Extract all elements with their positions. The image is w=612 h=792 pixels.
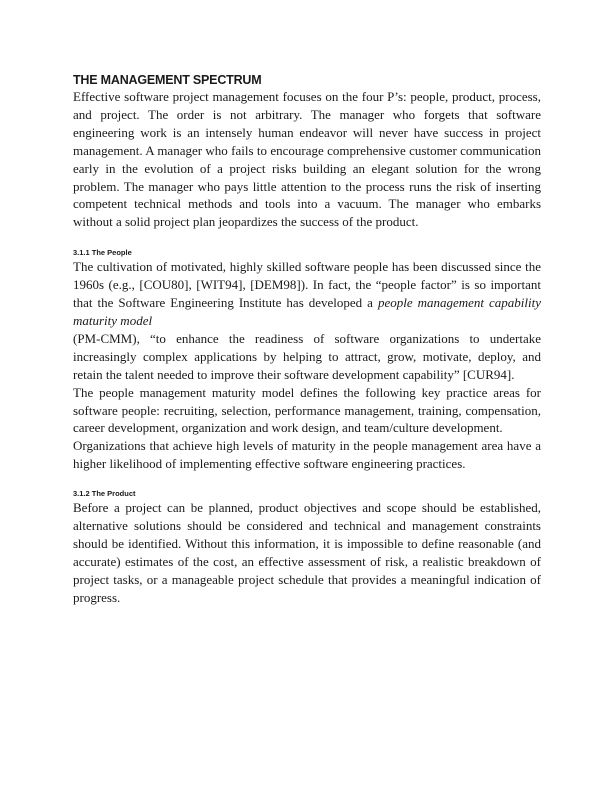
people-paragraph-1-italic: people management capability maturity model [73, 295, 541, 328]
section-title: THE MANAGEMENT SPECTRUM [73, 73, 262, 87]
people-paragraph-3: Organizations that achieve high levels of maturity in the people management area have a higher likelihood of implementing effective software engineering practices. [73, 438, 541, 472]
subsection-heading-people: 3.1.1 The People [73, 248, 132, 258]
spacer [73, 473, 541, 489]
people-paragraph-1-lead: The cultivation of motivated, highly skilled software people has been discussed since the 1960s (e.g., [COU80], [WIT94], [DEM98]). In fact, the “people factor” is so important that the Software Engineering Institute has developed a [73, 259, 541, 311]
product-paragraph-1: Before a project can be planned, product objectives and scope should be established, alternative solutions should be considered and technical and management constraints should be identified. Without this information, it is impossible to define reasonable (and accurate) estimates of the cost, an effective assessment of risk, a realistic breakdown of project tasks, or a manageable project schedule that provides a meaningful indication of progress. [73, 500, 541, 605]
people-paragraph-1 [73, 258, 541, 330]
people-paragraph-2: The people management maturity model defines the following key practice areas for software people: recruiting, selection, performance management, training, compensation, career development, organization and work design, and team/culture development. [73, 384, 541, 436]
spacer [73, 231, 541, 248]
subsection-heading-product: 3.1.2 The Product [73, 489, 136, 499]
intro-paragraph: Effective software project management focuses on the four P’s: people, product, process, and project. The order is not arbitrary. The manager who forgets that software engineering work is an intensely human endeavor will never have success in project management. A manager who fails to encourage comprehensive customer communication early in the evolution of a project risks building an elegant solution for the wrong problem. The manager who pays little attention to the process runs the risk of inserting competent technical methods and tools into a vacuum. The manager who embarks without a solid project plan jeopardizes the success of the product. [73, 89, 541, 230]
document-page [73, 72, 541, 607]
people-paragraph-1-tail: (PM-CMM), “to enhance the readiness of software organizations to undertake increasingly complex applications by helping to attract, grow, motivate, deploy, and retain the talent needed to improve their software development capability” [CUR94]. [73, 330, 541, 382]
